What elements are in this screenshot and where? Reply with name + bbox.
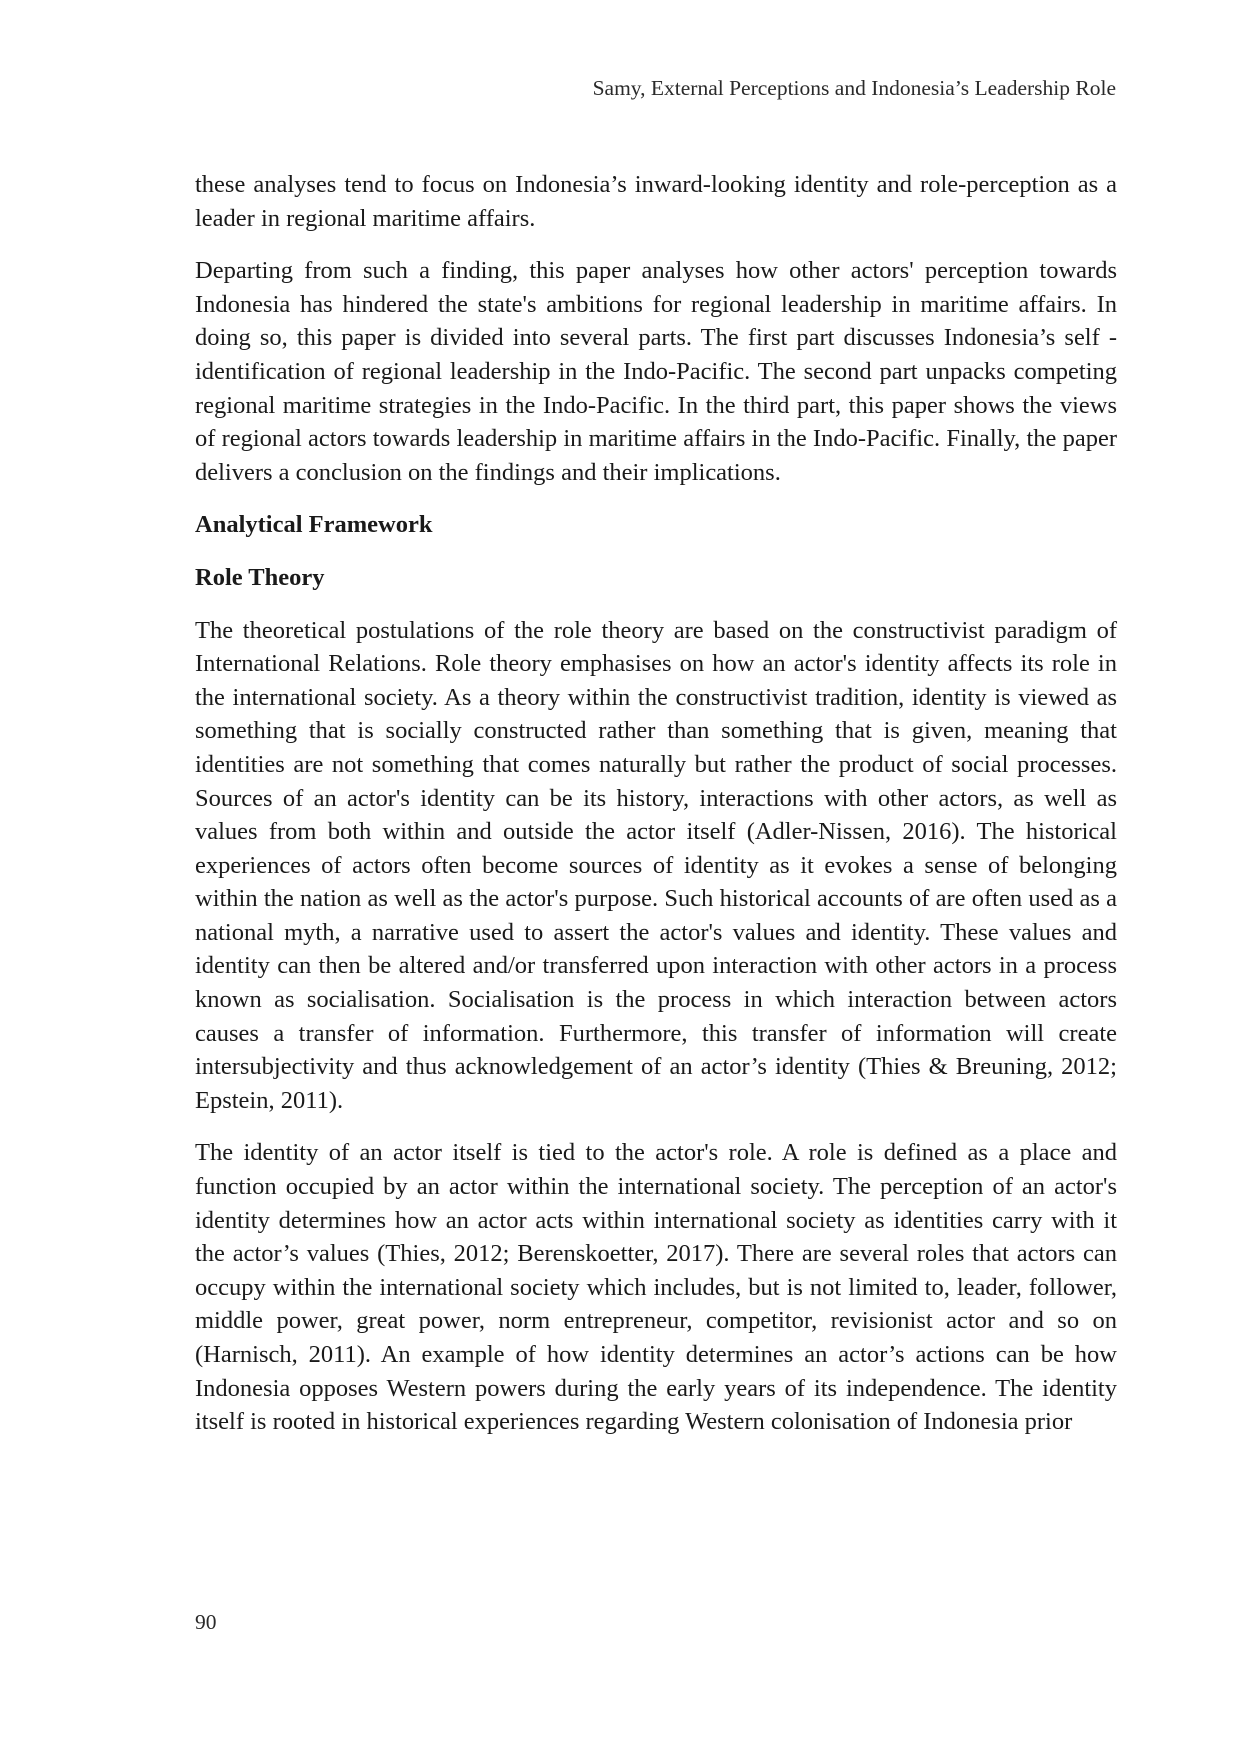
- paragraph-identity-role: The identity of an actor itself is tied to the actor's role. A role is defined as a place and function occupied by an actor within the international society. The perception of an actor's identity determines how an actor acts within international society as identities carry with it the actor’s values (Thies, 2012; Berenskoetter, 2017). There are several roles that actors can occupy within the international society which includes, but is not limited to, leader, follower, middle power, great power, norm entrepreneur, competitor, revisionist actor and so on (Harnisch, 2011). An example of how identity determines an actor’s actions can be how Indonesia opposes Western powers during the early years of its independence. The identity itself is rooted in historical experiences regarding Western colonisation of Indonesia prior: [195, 1139, 1117, 1436]
- section-heading: Analytical Framework: [195, 511, 433, 539]
- paragraph-role-theory: The theoretical postulations of the role theory are based on the constructivist paradigm of International Relations. Role theory emphasises on how an actor's identity affects its role in the international society. As a theory within the constructivist tradition, identity is viewed as something that is socially constructed rather than something that is given, meaning that identities are not something that comes naturally but rather the product of social processes. Sources of an actor's identity can be its history, interactions with other actors, as well as values from both within and outside the actor itself (Adler-Nissen, 2016). The historical experiences of actors often become sources of identity as it evokes a sense of belonging within the nation as well as the actor's purpose. Such historical accounts of are often used as a national myth, a narrative used to assert the actor's values and identity. These values and identity can then be altered and/or transferred upon interaction with other actors in a process known as socialisation. Socialisation is the process in which interaction between actors causes a transfer of information. Furthermore, this transfer of information will create intersubjectivity and thus acknowledgement of an actor’s identity (Thies & Breuning, 2012; Epstein, 2011).: [195, 616, 1117, 1114]
- subsection-heading: Role Theory: [195, 563, 325, 591]
- paragraph-outline: Departing from such a finding, this paper analyses how other actors' perception towards Indonesia has hindered the state's ambitions for regional leadership in maritime affairs. In doing so, this paper is divided into several parts. The first part discusses Indonesia’s self -identification of regional leadership in the Indo-Pacific. The second part unpacks competing regional maritime strategies in the Indo-Pacific. In the third part, this paper shows the views of regional actors towards leadership in maritime affairs in the Indo-Pacific. Finally, the paper delivers a conclusion on the findings and their implications.: [195, 257, 1117, 486]
- paragraph-continuation: these analyses tend to focus on Indonesia’s inward-looking identity and role-perception as a leader in regional maritime affairs.: [195, 171, 1117, 232]
- article-body: [195, 168, 1117, 1458]
- page-number: 90: [195, 1610, 217, 1634]
- running-header: Samy, External Perceptions and Indonesia’s Leadership Role: [592, 76, 1116, 100]
